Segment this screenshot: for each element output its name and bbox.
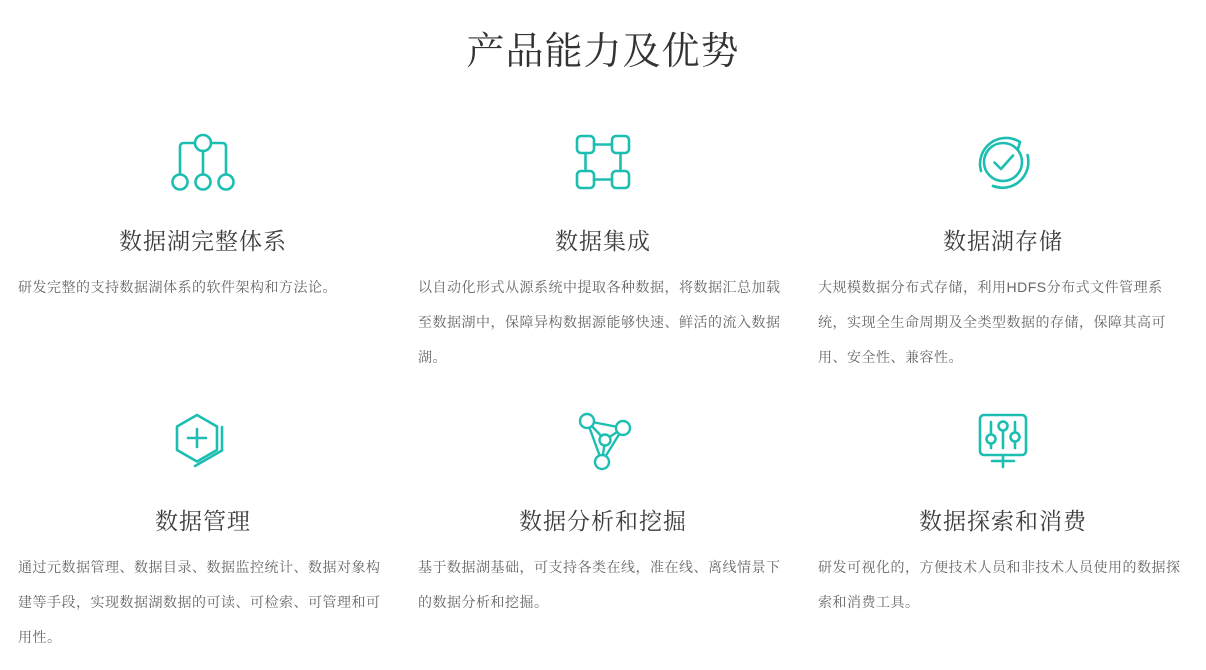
page-title: 产品能力及优势 (466, 31, 740, 73)
feature-card (818, 407, 1188, 655)
feature-card (418, 407, 788, 655)
feature-card (818, 127, 1188, 375)
feature-icon-wrap (818, 127, 1188, 197)
feature-title: 数据探索和消费 (919, 508, 1087, 534)
feature-card (18, 407, 388, 655)
feature-description: 研发可视化的，方便技术人员和非技术人员使用的数据探索和消费工具。 (818, 559, 1181, 610)
monitor-sliders-icon (971, 410, 1035, 474)
feature-icon-wrap (18, 407, 388, 477)
feature-description: 基于数据湖基础，可支持各类在线，准在线、离线情景下的数据分析和挖掘。 (418, 559, 781, 610)
feature-description: 通过元数据管理、数据目录、数据监控统计、数据对象构建等手段，实现数据湖数据的可读、可检索、可管理和可用性。 (18, 559, 381, 645)
tree-hierarchy-icon (171, 130, 235, 194)
feature-description: 研发完整的支持数据湖体系的软件架构和方法论。 (18, 279, 337, 295)
connected-nodes-icon (571, 130, 635, 194)
network-triangle-icon (571, 410, 635, 474)
feature-title: 数据分析和挖掘 (519, 508, 687, 534)
feature-card (18, 127, 388, 375)
feature-title: 数据湖存储 (943, 228, 1063, 254)
feature-icon-wrap (418, 407, 788, 477)
feature-icon-wrap (418, 127, 788, 197)
feature-title: 数据管理 (155, 508, 251, 534)
feature-title: 数据集成 (555, 228, 651, 254)
shield-plus-icon (171, 410, 235, 474)
feature-icon-wrap (818, 407, 1188, 477)
feature-card (418, 127, 788, 375)
feature-description: 以自动化形式从源系统中提取各种数据，将数据汇总加载至数据湖中，保障异构数据源能够快速、鲜活的流入数据湖。 (418, 279, 781, 365)
feature-icon-wrap (18, 127, 388, 197)
check-cycle-icon (971, 130, 1035, 194)
feature-description: 大规模数据分布式存储，利用HDFS分布式文件管理系统，实现全生命周期及全类型数据的存储，保障其高可用、安全性、兼容性。 (818, 279, 1166, 365)
features-grid (18, 127, 1188, 655)
feature-title: 数据湖完整体系 (119, 228, 287, 254)
